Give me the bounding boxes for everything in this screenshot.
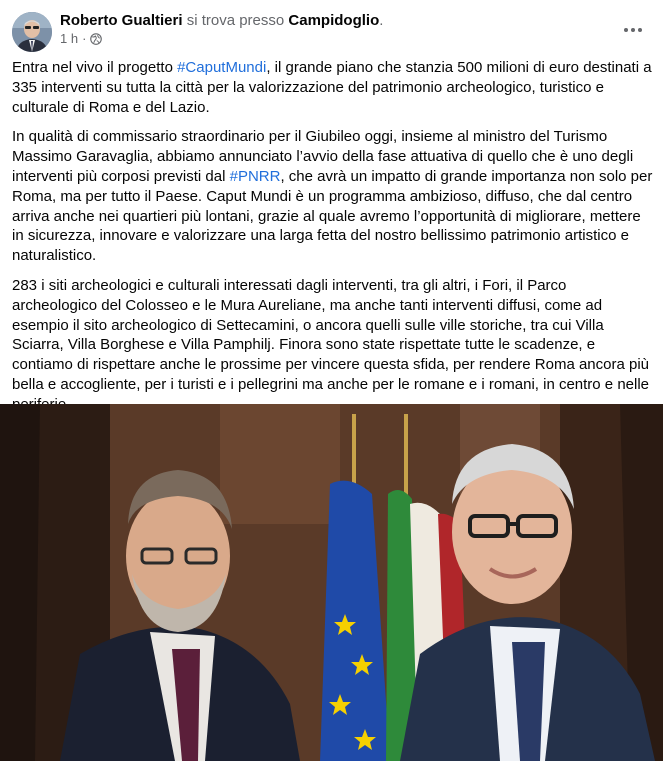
meta-separator: ·	[82, 31, 87, 46]
author-name[interactable]: Roberto Gualtieri	[60, 12, 183, 29]
paragraph-1	[12, 58, 654, 117]
author-avatar[interactable]	[12, 12, 52, 52]
paragraph-2-text-b: , che avrà un impatto di grande importanza non solo per Roma, ma per tutto il Paese. Caput Mundi è un programma ambizioso, diffuso, che dal centro arriva anche nei quartieri più lontani, grazie al quale avremo l’opportunità di migliorare, mettere in sicurezza, innovare e valorizzare una larga fetta del nostro bellissimo patrimonio artistico e naturalistico.	[12, 167, 653, 265]
paragraph-2	[12, 127, 654, 266]
post-photo[interactable]	[0, 404, 663, 761]
post-text	[12, 58, 654, 425]
photo-image	[0, 404, 663, 761]
avatar-image	[12, 12, 52, 52]
author-line	[60, 11, 383, 30]
place-link[interactable]: Campidoglio	[288, 12, 380, 29]
globe-icon[interactable]	[90, 33, 102, 45]
paragraph-3: 283 i siti archeologici e culturali interessati dagli interventi, tra gli altri, i Fori, il Parco archeologico del Colosseo e le Mura Aureliane, ma anche tanti interventi diffusi, come ad esempio il sito archeologico di Settecamini, o ancora quelli sulle ville storiche, tra cui Villa Sciarra, Villa Borghese e Villa Pamphilj. Finora sono state rispettate tutte le scadenze, e contiamo di rispettare anche le prossime per vincere questa sfida, per rendere Roma ancora più bella e accogliente, per i turisti e i pellegrini ma anche per le romane e i romani, in centro e nelle	[12, 276, 650, 393]
ellipsis-icon	[623, 27, 643, 33]
paragraph-2-text-a: In qualità di commissario straordinario per il Giubileo oggi, insieme al ministro del Turismo Massimo Garavaglia, abbiamo annunciato l’avvio della fase attuativa di quello che è uno degli interventi più corposi previsti dal	[12, 128, 634, 185]
post-meta	[60, 31, 102, 47]
post-header	[0, 0, 663, 56]
place-suffix: .	[379, 12, 384, 29]
hashtag-caputmundi[interactable]: #CaputMundi	[177, 59, 267, 76]
paragraph-1-text-b: , il grande piano che stanzia 500 milioni di euro destinati a 335 interventi su tutta la città per la valorizzazione del patrimonio archeologico, turistico e culturale di Roma e del Lazio.	[12, 59, 652, 116]
paragraph-1-text-a: Entra nel vivo il progetto	[12, 59, 178, 76]
hashtag-pnrr[interactable]: #PNRR	[229, 167, 281, 185]
more-options-button[interactable]	[619, 16, 647, 44]
checkin-text: si trova presso	[186, 12, 285, 29]
post-timestamp[interactable]: 1 h	[60, 31, 79, 46]
